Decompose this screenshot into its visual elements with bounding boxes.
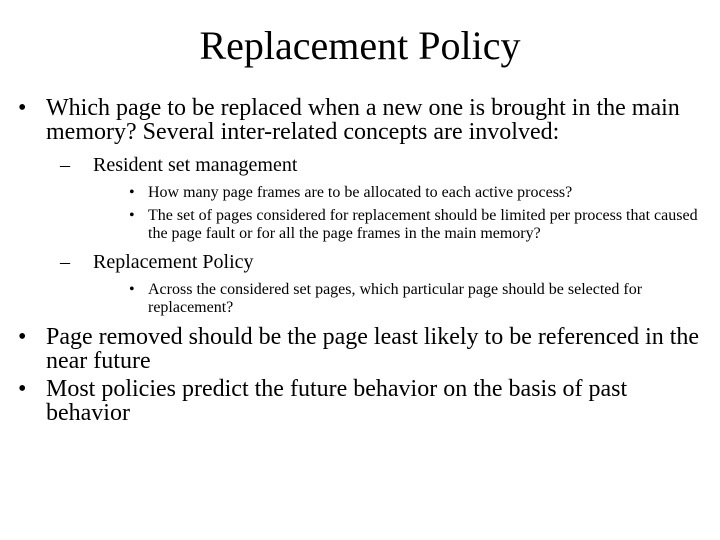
- bullet-text: Which page to be replaced when a new one is brought in the main memory? Several inter-related concepts are involved:: [46, 95, 680, 145]
- sub-sub-bullet-item: [129, 184, 708, 202]
- bullet-marker: •: [129, 184, 135, 201]
- sub-bullet-item: [60, 251, 708, 317]
- sub-bullet-list: [46, 154, 708, 317]
- bullet-item: [18, 325, 708, 373]
- sub-sub-bullet-text: Across the considered set pages, which particular page should be selected for replacement?: [148, 281, 643, 316]
- bullet-text: Page removed should be the page least likely to be referenced in the near future: [46, 324, 700, 374]
- sub-sub-bullet-list: [93, 184, 708, 243]
- sub-sub-bullet-item: [129, 207, 708, 243]
- sub-bullet-item: [60, 154, 708, 243]
- bullet-marker: •: [18, 376, 27, 402]
- bullet-item: [18, 96, 708, 317]
- bullet-text: Most policies predict the future behavior on the basis of past behavior: [46, 376, 628, 426]
- sub-sub-bullet-item: [129, 281, 708, 317]
- dash-marker: –: [60, 154, 70, 176]
- sub-sub-bullet-list: [93, 281, 708, 317]
- slide-body: [18, 96, 708, 429]
- slide-title: Replacement Policy: [199, 23, 521, 68]
- bullet-item: [18, 377, 708, 425]
- bullet-marker: •: [18, 95, 27, 121]
- sub-sub-bullet-text: The set of pages considered for replacement should be limited per process that caused the page fault or for all the page frames in the main memory?: [148, 207, 698, 242]
- sub-bullet-text: Resident set management: [93, 154, 298, 176]
- bullet-marker: •: [129, 207, 135, 224]
- sub-bullet-text: Replacement Policy: [93, 251, 254, 273]
- bullet-marker: •: [129, 281, 135, 298]
- sub-sub-bullet-text: How many page frames are to be allocated to each active process?: [148, 184, 573, 201]
- bullet-list: [18, 96, 708, 425]
- bullet-marker: •: [18, 324, 27, 350]
- dash-marker: –: [60, 251, 70, 273]
